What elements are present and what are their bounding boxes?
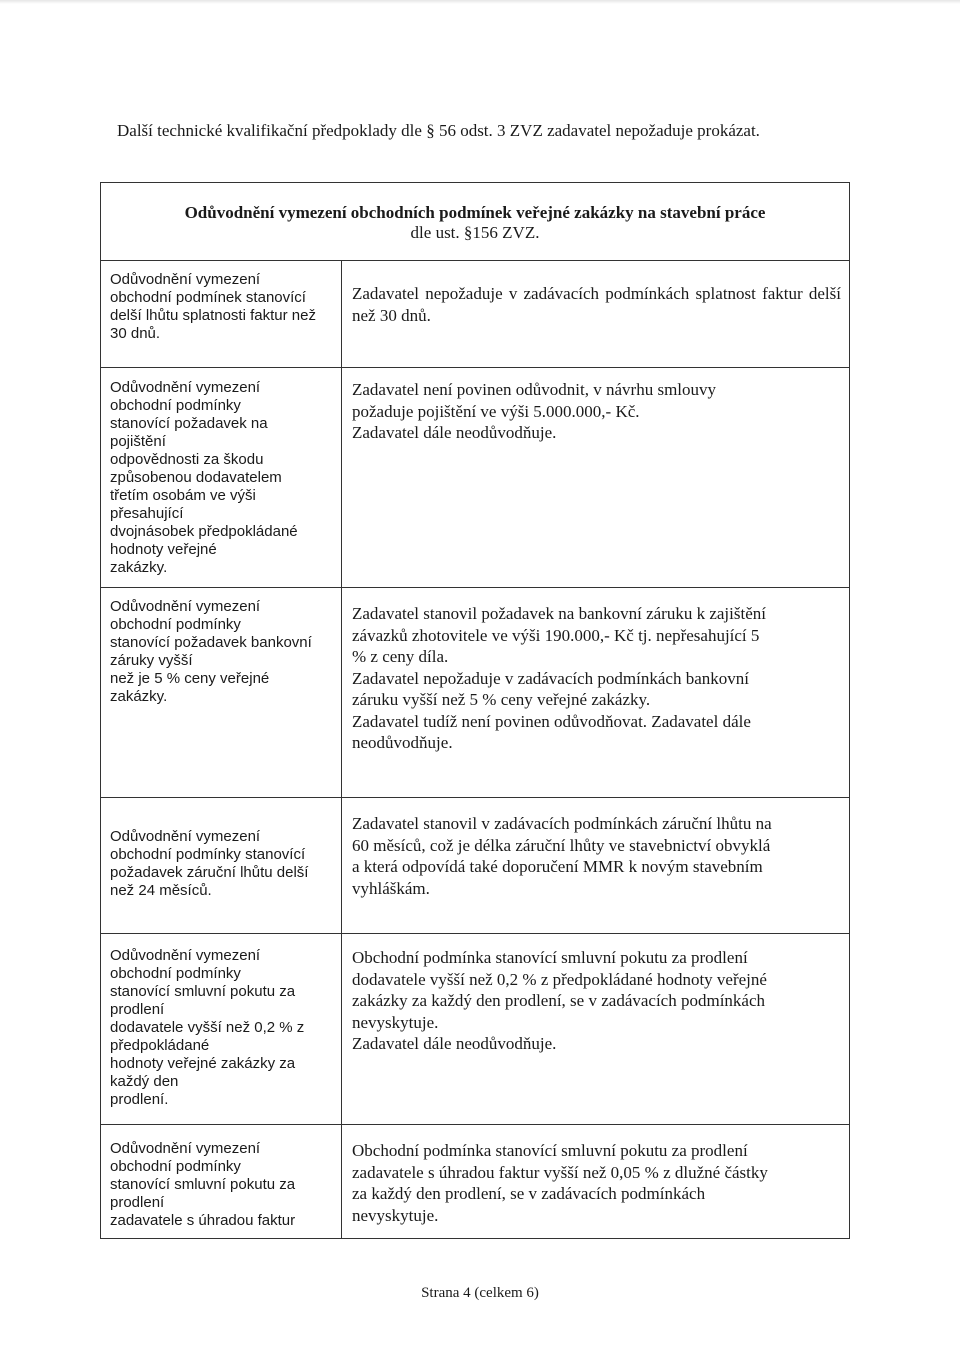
table-title: Odůvodnění vymezení obchodních podmínek veřejné zakázky na stavební práce — [184, 203, 766, 222]
row-text: Zadavatel stanovil požadavek na bankovní záruku k zajištění závazků zhotovitele ve výši 190.000,- Kč tj. nepřesahující 5 % z ceny díla. Zadavatel nepožaduje v zadávacích podmínkách bankovní záruku vyšší než 5 % ceny veřejné zakázky. Zadavatel tudíž není povinen odůvodňovat. Zadavatel dále neodůvodňuje. — [352, 604, 766, 752]
conditions-table — [100, 182, 850, 1239]
row-text: Zadavatel stanovil v zadávacích podmínkách záruční lhůtu na 60 měsíců, což je délka záruční lhůty ve stavebnictví obvyklá a která odpovídá také doporučení MMR k novým stavebním vyhláškám. — [352, 814, 772, 898]
row-label: Odůvodnění vymezení obchodní podmínky stanovící požadavek na pojištění odpovědnosti za škodu způsobenou dodavatelem třetím osobám ve výši přesahující dvojnásobek předpokládané hodnoty veřejné zakázky. — [110, 379, 298, 576]
row-label: Odůvodnění vymezení obchodní podmínek stanovící delší lhůtu splatnosti faktur než 30 dnů. — [110, 271, 316, 342]
row-text: Obchodní podmínka stanovící smluvní pokutu za prodlení dodavatele vyšší než 0,2 % z předpokládané hodnoty veřejné zakázky za každý den prodlení, se v zadávacích podmínkách nevyskytuje. Zadavatel dále neodůvodňuje. — [352, 948, 767, 1053]
row-label: Odůvodnění vymezení obchodní podmínky stanovící požadavek bankovní záruky vyšší než je 5 % ceny veřejné zakázky. — [110, 598, 312, 705]
table-subtitle: dle ust. §156 ZVZ. — [410, 223, 540, 242]
row-label: Odůvodnění vymezení obchodní podmínky stanovící požadavek záruční lhůtu delší než 24 měsíců. — [110, 828, 309, 899]
page-footer: Strana 4 (celkem 6) — [421, 1285, 539, 1301]
row-text-cell — [342, 798, 849, 933]
table-row — [101, 934, 849, 1125]
row-text-cell — [342, 261, 849, 367]
row-label-cell — [101, 261, 342, 367]
row-label-cell — [101, 798, 342, 933]
row-text-cell — [342, 934, 849, 1124]
row-text: Zadavatel není povinen odůvodnit, v návrhu smlouvy požaduje pojištění ve výši 5.000.000,- Kč. Zadavatel dále neodůvodňuje. — [352, 380, 717, 442]
table-row — [101, 588, 849, 798]
row-text-cell — [342, 368, 849, 587]
row-label: Odůvodnění vymezení obchodní podmínky stanovící smluvní pokutu za prodlení dodavatele vyšší než 0,2 % z předpokládané hodnoty veřejné zakázky za každý den prodlení. — [110, 947, 305, 1108]
row-text: Zadavatel nepožaduje v zadávacích podmínkách splatnost faktur delší než 30 dnů. — [352, 284, 841, 325]
row-label-cell — [101, 588, 342, 797]
row-text: Obchodní podmínka stanovící smluvní pokutu za prodlení zadavatele s úhradou faktur vyšší než 0,05 % z dlužné částky za každý den prodlení, se v zadávacích podmínkách nevyskytuje. — [352, 1141, 768, 1225]
row-label-cell — [101, 368, 342, 587]
intro-text: Další technické kvalifikační předpoklady dle § 56 odst. 3 ZVZ zadavatel nepožaduje prokázat. — [117, 121, 760, 140]
table-row — [101, 798, 849, 934]
table-row — [101, 1125, 849, 1239]
table-row — [101, 368, 849, 588]
table-header — [101, 183, 849, 261]
row-text-cell — [342, 1125, 849, 1238]
page-top-edge — [0, 0, 960, 4]
row-text-cell — [342, 588, 849, 797]
row-label: Odůvodnění vymezení obchodní podmínky stanovící smluvní pokutu za prodlení zadavatele s úhradou faktur — [110, 1140, 296, 1229]
row-label-cell — [101, 934, 342, 1124]
table-row — [101, 261, 849, 368]
intro-paragraph — [117, 120, 837, 142]
row-label-cell — [101, 1125, 342, 1238]
